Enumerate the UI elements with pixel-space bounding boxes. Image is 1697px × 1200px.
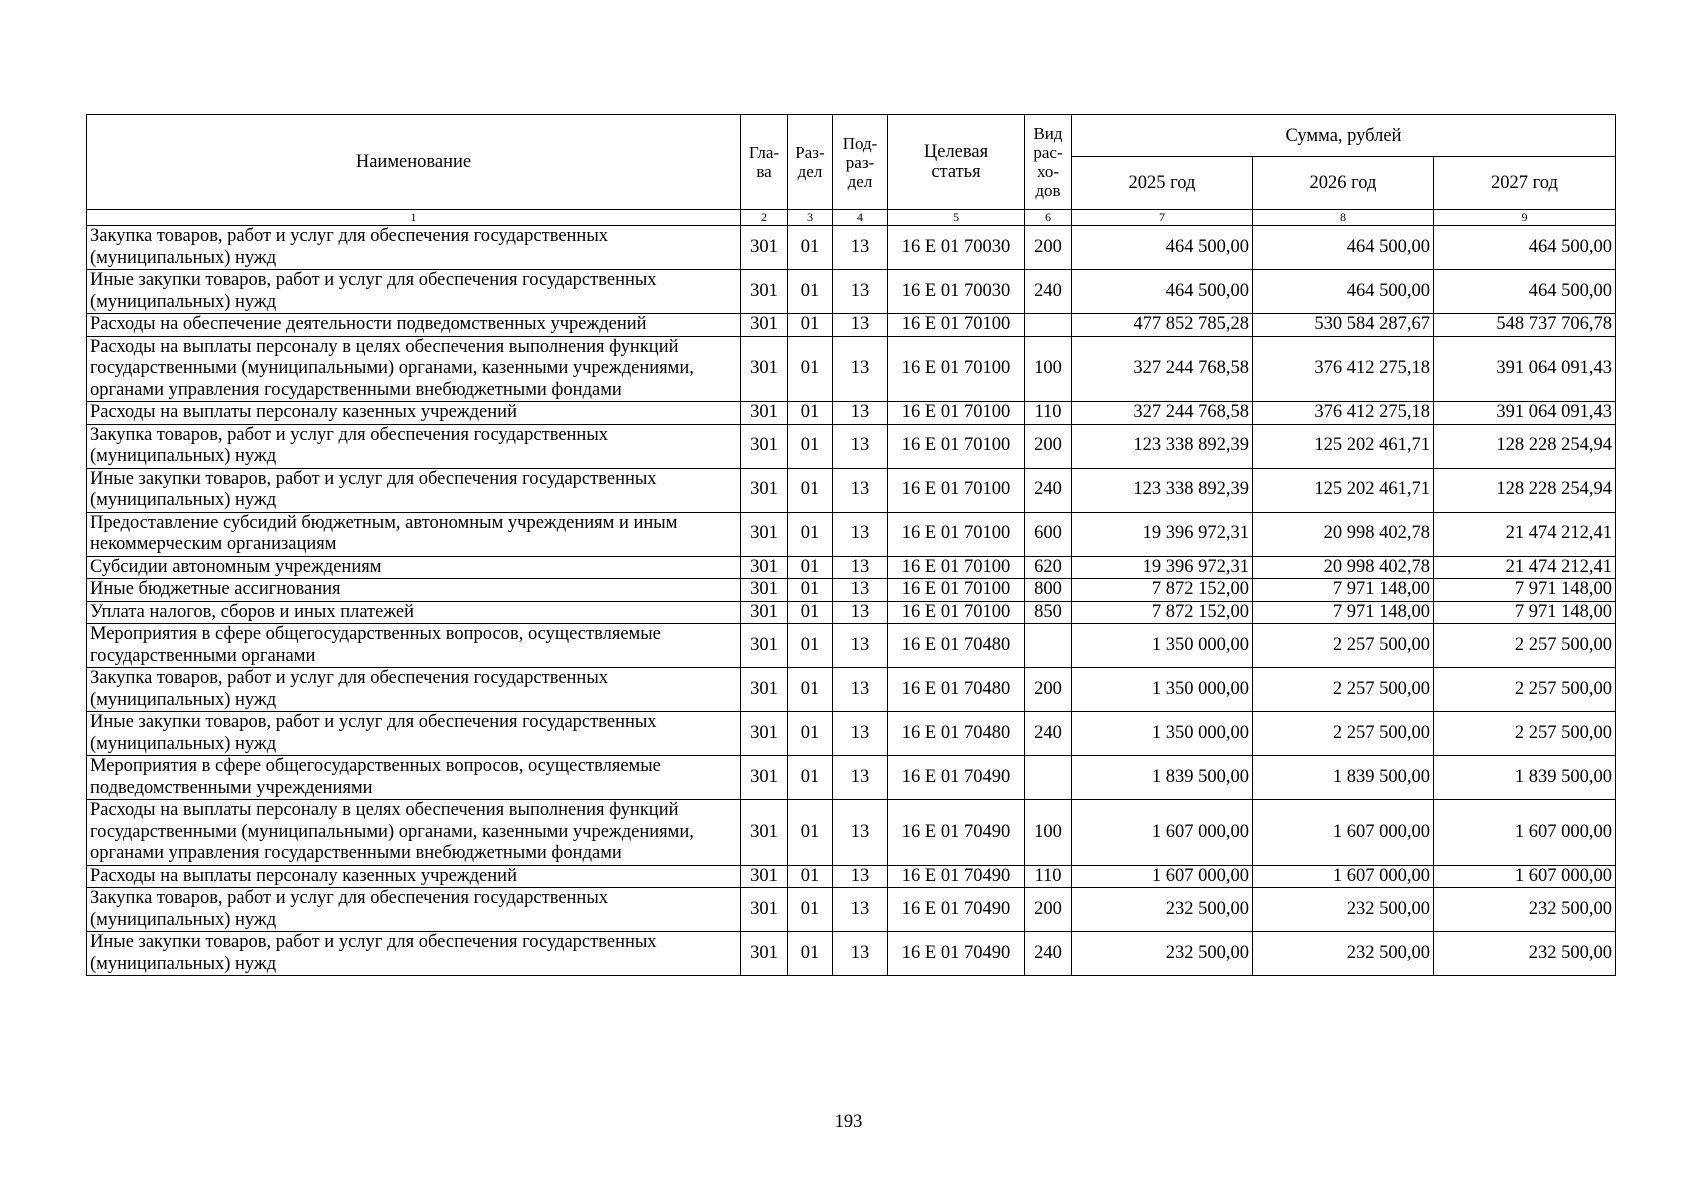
- row-expense-type: 100: [1025, 336, 1072, 402]
- row-name: Расходы на выплаты персоналу в целях обеспечения выполнения функций государственными (муниципальными) органами, казенными учреждениями, органами управления государственными внебюджетными фондами: [87, 800, 741, 866]
- row-amount-2025: 1 839 500,00: [1072, 756, 1253, 800]
- row-chapter: 301: [741, 668, 788, 712]
- row-amount-2026: 2 257 500,00: [1253, 712, 1434, 756]
- row-amount-2025: 19 396 972,31: [1072, 512, 1253, 556]
- row-amount-2026: 1 607 000,00: [1253, 800, 1434, 866]
- row-name: Иные закупки товаров, работ и услуг для обеспечения государственных (муниципальных) нужд: [87, 468, 741, 512]
- table-row: [87, 402, 1616, 425]
- row-subsection: 13: [833, 888, 888, 932]
- header-sum-group: Сумма, рублей: [1072, 115, 1616, 157]
- row-chapter: 301: [741, 314, 788, 337]
- row-name: Предоставление субсидий бюджетным, автономным учреждениям и иным некоммерческим организациям: [87, 512, 741, 556]
- row-name: Иные бюджетные ассигнования: [87, 579, 741, 602]
- row-name: Субсидии автономным учреждениям: [87, 556, 741, 579]
- row-amount-2027: 548 737 706,78: [1434, 314, 1616, 337]
- row-expense-type: 600: [1025, 512, 1072, 556]
- row-target-article: 16 Е 01 70100: [888, 424, 1025, 468]
- row-amount-2027: 128 228 254,94: [1434, 468, 1616, 512]
- row-target-article: 16 Е 01 70030: [888, 270, 1025, 314]
- row-name: Закупка товаров, работ и услуг для обеспечения государственных (муниципальных) нужд: [87, 226, 741, 270]
- row-chapter: 301: [741, 800, 788, 866]
- row-section: 01: [788, 468, 833, 512]
- row-target-article: 16 Е 01 70100: [888, 468, 1025, 512]
- row-name: Расходы на выплаты персоналу казенных учреждений: [87, 865, 741, 888]
- row-section: 01: [788, 888, 833, 932]
- row-subsection: 13: [833, 270, 888, 314]
- row-subsection: 13: [833, 556, 888, 579]
- table-row: [87, 270, 1616, 314]
- row-amount-2026: 232 500,00: [1253, 888, 1434, 932]
- table-row: [87, 800, 1616, 866]
- row-amount-2026: 20 998 402,78: [1253, 556, 1434, 579]
- row-amount-2025: 1 607 000,00: [1072, 865, 1253, 888]
- table-row: [87, 888, 1616, 932]
- row-amount-2027: 1 607 000,00: [1434, 865, 1616, 888]
- row-amount-2025: 327 244 768,58: [1072, 336, 1253, 402]
- row-subsection: 13: [833, 226, 888, 270]
- row-expense-type: 200: [1025, 226, 1072, 270]
- table-row: [87, 314, 1616, 337]
- header-name: Наименование: [87, 115, 741, 210]
- row-name: Иные закупки товаров, работ и услуг для обеспечения государственных (муниципальных) нужд: [87, 932, 741, 976]
- row-target-article: 16 Е 01 70490: [888, 932, 1025, 976]
- row-amount-2027: 128 228 254,94: [1434, 424, 1616, 468]
- row-section: 01: [788, 270, 833, 314]
- row-chapter: 301: [741, 865, 788, 888]
- row-subsection: 13: [833, 624, 888, 668]
- row-amount-2025: 232 500,00: [1072, 888, 1253, 932]
- row-amount-2025: 123 338 892,39: [1072, 468, 1253, 512]
- row-amount-2027: 391 064 091,43: [1434, 336, 1616, 402]
- row-name: Мероприятия в сфере общегосударственных вопросов, осуществляемые подведомственными учреждениями: [87, 756, 741, 800]
- row-section: 01: [788, 668, 833, 712]
- table-row: [87, 932, 1616, 976]
- row-target-article: 16 Е 01 70100: [888, 579, 1025, 602]
- row-section: 01: [788, 512, 833, 556]
- row-amount-2025: 477 852 785,28: [1072, 314, 1253, 337]
- row-amount-2025: 1 607 000,00: [1072, 800, 1253, 866]
- row-expense-type: 620: [1025, 556, 1072, 579]
- row-expense-type: [1025, 756, 1072, 800]
- row-name: Иные закупки товаров, работ и услуг для обеспечения государственных (муниципальных) нужд: [87, 712, 741, 756]
- row-amount-2025: 464 500,00: [1072, 226, 1253, 270]
- row-target-article: 16 Е 01 70490: [888, 756, 1025, 800]
- row-expense-type: 240: [1025, 270, 1072, 314]
- header-year-2027: 2027 год: [1434, 157, 1616, 210]
- row-subsection: 13: [833, 468, 888, 512]
- row-amount-2025: 232 500,00: [1072, 932, 1253, 976]
- row-expense-type: [1025, 314, 1072, 337]
- table-row: [87, 512, 1616, 556]
- table-row: [87, 556, 1616, 579]
- row-expense-type: 200: [1025, 668, 1072, 712]
- table-row: [87, 865, 1616, 888]
- row-amount-2027: 391 064 091,43: [1434, 402, 1616, 425]
- header-section: Раз- дел: [788, 115, 833, 210]
- row-amount-2026: 7 971 148,00: [1253, 579, 1434, 602]
- column-number: 4: [833, 210, 888, 226]
- row-expense-type: 100: [1025, 800, 1072, 866]
- row-expense-type: 110: [1025, 865, 1072, 888]
- row-section: 01: [788, 226, 833, 270]
- row-amount-2025: 19 396 972,31: [1072, 556, 1253, 579]
- table-row: [87, 226, 1616, 270]
- header-year-2025: 2025 год: [1072, 157, 1253, 210]
- row-section: 01: [788, 601, 833, 624]
- row-amount-2026: 464 500,00: [1253, 270, 1434, 314]
- page-number: 193: [834, 1112, 863, 1132]
- column-number: 6: [1025, 210, 1072, 226]
- row-section: 01: [788, 624, 833, 668]
- row-section: 01: [788, 579, 833, 602]
- header-target: Целевая статья: [888, 115, 1025, 210]
- row-amount-2025: 123 338 892,39: [1072, 424, 1253, 468]
- row-subsection: 13: [833, 865, 888, 888]
- row-subsection: 13: [833, 800, 888, 866]
- row-section: 01: [788, 932, 833, 976]
- row-target-article: 16 Е 01 70100: [888, 556, 1025, 579]
- column-number: 3: [788, 210, 833, 226]
- row-expense-type: 240: [1025, 712, 1072, 756]
- row-subsection: 13: [833, 601, 888, 624]
- row-expense-type: 850: [1025, 601, 1072, 624]
- row-target-article: 16 Е 01 70490: [888, 865, 1025, 888]
- row-target-article: 16 Е 01 70100: [888, 314, 1025, 337]
- table-row: [87, 712, 1616, 756]
- row-name: Закупка товаров, работ и услуг для обеспечения государственных (муниципальных) нужд: [87, 668, 741, 712]
- row-subsection: 13: [833, 668, 888, 712]
- row-target-article: 16 Е 01 70490: [888, 888, 1025, 932]
- row-amount-2027: 21 474 212,41: [1434, 512, 1616, 556]
- row-amount-2026: 1 607 000,00: [1253, 865, 1434, 888]
- row-amount-2026: 232 500,00: [1253, 932, 1434, 976]
- column-number: 2: [741, 210, 788, 226]
- column-number: 9: [1434, 210, 1616, 226]
- row-name: Расходы на выплаты персоналу в целях обеспечения выполнения функций государственными (муниципальными) органами, казенными учреждениями, органами управления государственными внебюджетными фондами: [87, 336, 741, 402]
- row-subsection: 13: [833, 314, 888, 337]
- column-number: 7: [1072, 210, 1253, 226]
- row-section: 01: [788, 756, 833, 800]
- row-amount-2026: 464 500,00: [1253, 226, 1434, 270]
- row-target-article: 16 Е 01 70490: [888, 800, 1025, 866]
- row-expense-type: 240: [1025, 932, 1072, 976]
- table-row: [87, 468, 1616, 512]
- row-chapter: 301: [741, 756, 788, 800]
- column-number: 8: [1253, 210, 1434, 226]
- row-amount-2025: 1 350 000,00: [1072, 712, 1253, 756]
- row-expense-type: 240: [1025, 468, 1072, 512]
- row-amount-2026: 20 998 402,78: [1253, 512, 1434, 556]
- row-chapter: 301: [741, 402, 788, 425]
- row-amount-2025: 7 872 152,00: [1072, 579, 1253, 602]
- row-amount-2026: 530 584 287,67: [1253, 314, 1434, 337]
- row-section: 01: [788, 402, 833, 425]
- row-amount-2025: 327 244 768,58: [1072, 402, 1253, 425]
- row-amount-2026: 1 839 500,00: [1253, 756, 1434, 800]
- row-amount-2027: 7 971 148,00: [1434, 579, 1616, 602]
- row-subsection: 13: [833, 932, 888, 976]
- row-target-article: 16 Е 01 70100: [888, 402, 1025, 425]
- row-target-article: 16 Е 01 70480: [888, 624, 1025, 668]
- column-number: 5: [888, 210, 1025, 226]
- row-section: 01: [788, 424, 833, 468]
- row-expense-type: [1025, 624, 1072, 668]
- row-target-article: 16 Е 01 70100: [888, 512, 1025, 556]
- row-subsection: 13: [833, 424, 888, 468]
- row-target-article: 16 Е 01 70100: [888, 336, 1025, 402]
- row-chapter: 301: [741, 624, 788, 668]
- row-subsection: 13: [833, 336, 888, 402]
- row-amount-2027: 7 971 148,00: [1434, 601, 1616, 624]
- row-chapter: 301: [741, 712, 788, 756]
- row-subsection: 13: [833, 512, 888, 556]
- row-amount-2027: 232 500,00: [1434, 888, 1616, 932]
- table-row: [87, 579, 1616, 602]
- row-section: 01: [788, 336, 833, 402]
- row-amount-2026: 125 202 461,71: [1253, 424, 1434, 468]
- row-section: 01: [788, 800, 833, 866]
- row-subsection: 13: [833, 402, 888, 425]
- row-name: Иные закупки товаров, работ и услуг для обеспечения государственных (муниципальных) нужд: [87, 270, 741, 314]
- row-amount-2027: 2 257 500,00: [1434, 668, 1616, 712]
- table-body: [87, 226, 1616, 976]
- row-amount-2026: 2 257 500,00: [1253, 624, 1434, 668]
- row-chapter: 301: [741, 888, 788, 932]
- row-amount-2026: 2 257 500,00: [1253, 668, 1434, 712]
- row-amount-2027: 2 257 500,00: [1434, 624, 1616, 668]
- header-year-2026: 2026 год: [1253, 157, 1434, 210]
- table-header: [87, 115, 1616, 226]
- row-target-article: 16 Е 01 70480: [888, 668, 1025, 712]
- row-chapter: 301: [741, 226, 788, 270]
- row-amount-2025: 464 500,00: [1072, 270, 1253, 314]
- row-chapter: 301: [741, 932, 788, 976]
- row-subsection: 13: [833, 579, 888, 602]
- table-row: [87, 668, 1616, 712]
- row-target-article: 16 Е 01 70480: [888, 712, 1025, 756]
- row-chapter: 301: [741, 601, 788, 624]
- row-amount-2027: 21 474 212,41: [1434, 556, 1616, 579]
- row-target-article: 16 Е 01 70030: [888, 226, 1025, 270]
- column-numbers-row: [87, 210, 1616, 226]
- row-expense-type: 800: [1025, 579, 1072, 602]
- row-chapter: 301: [741, 336, 788, 402]
- row-amount-2026: 376 412 275,18: [1253, 336, 1434, 402]
- row-expense-type: 200: [1025, 424, 1072, 468]
- row-amount-2025: 1 350 000,00: [1072, 668, 1253, 712]
- table-row: [87, 624, 1616, 668]
- row-target-article: 16 Е 01 70100: [888, 601, 1025, 624]
- row-amount-2026: 7 971 148,00: [1253, 601, 1434, 624]
- row-subsection: 13: [833, 712, 888, 756]
- row-section: 01: [788, 712, 833, 756]
- row-section: 01: [788, 314, 833, 337]
- row-amount-2027: 464 500,00: [1434, 270, 1616, 314]
- row-expense-type: 110: [1025, 402, 1072, 425]
- row-chapter: 301: [741, 579, 788, 602]
- row-amount-2027: 464 500,00: [1434, 226, 1616, 270]
- row-chapter: 301: [741, 468, 788, 512]
- row-name: Мероприятия в сфере общегосударственных вопросов, осуществляемые государственными органами: [87, 624, 741, 668]
- row-amount-2027: 1 607 000,00: [1434, 800, 1616, 866]
- table-row: [87, 336, 1616, 402]
- budget-table: [86, 114, 1616, 976]
- table-row: [87, 601, 1616, 624]
- row-amount-2027: 232 500,00: [1434, 932, 1616, 976]
- header-expense-type: Вид рас- хо- дов: [1025, 115, 1072, 210]
- column-number: 1: [87, 210, 741, 226]
- row-section: 01: [788, 865, 833, 888]
- row-expense-type: 200: [1025, 888, 1072, 932]
- row-chapter: 301: [741, 270, 788, 314]
- row-chapter: 301: [741, 424, 788, 468]
- row-chapter: 301: [741, 512, 788, 556]
- row-subsection: 13: [833, 756, 888, 800]
- row-section: 01: [788, 556, 833, 579]
- row-chapter: 301: [741, 556, 788, 579]
- table-row: [87, 424, 1616, 468]
- table-row: [87, 756, 1616, 800]
- row-amount-2025: 1 350 000,00: [1072, 624, 1253, 668]
- row-name: Расходы на обеспечение деятельности подведомственных учреждений: [87, 314, 741, 337]
- row-name: Закупка товаров, работ и услуг для обеспечения государственных (муниципальных) нужд: [87, 424, 741, 468]
- row-amount-2027: 2 257 500,00: [1434, 712, 1616, 756]
- row-amount-2026: 376 412 275,18: [1253, 402, 1434, 425]
- row-name: Закупка товаров, работ и услуг для обеспечения государственных (муниципальных) нужд: [87, 888, 741, 932]
- row-amount-2025: 7 872 152,00: [1072, 601, 1253, 624]
- header-subsection: Под- раз- дел: [833, 115, 888, 210]
- row-amount-2026: 125 202 461,71: [1253, 468, 1434, 512]
- header-chapter: Гла- ва: [741, 115, 788, 210]
- row-name: Уплата налогов, сборов и иных платежей: [87, 601, 741, 624]
- row-name: Расходы на выплаты персоналу казенных учреждений: [87, 402, 741, 425]
- row-amount-2027: 1 839 500,00: [1434, 756, 1616, 800]
